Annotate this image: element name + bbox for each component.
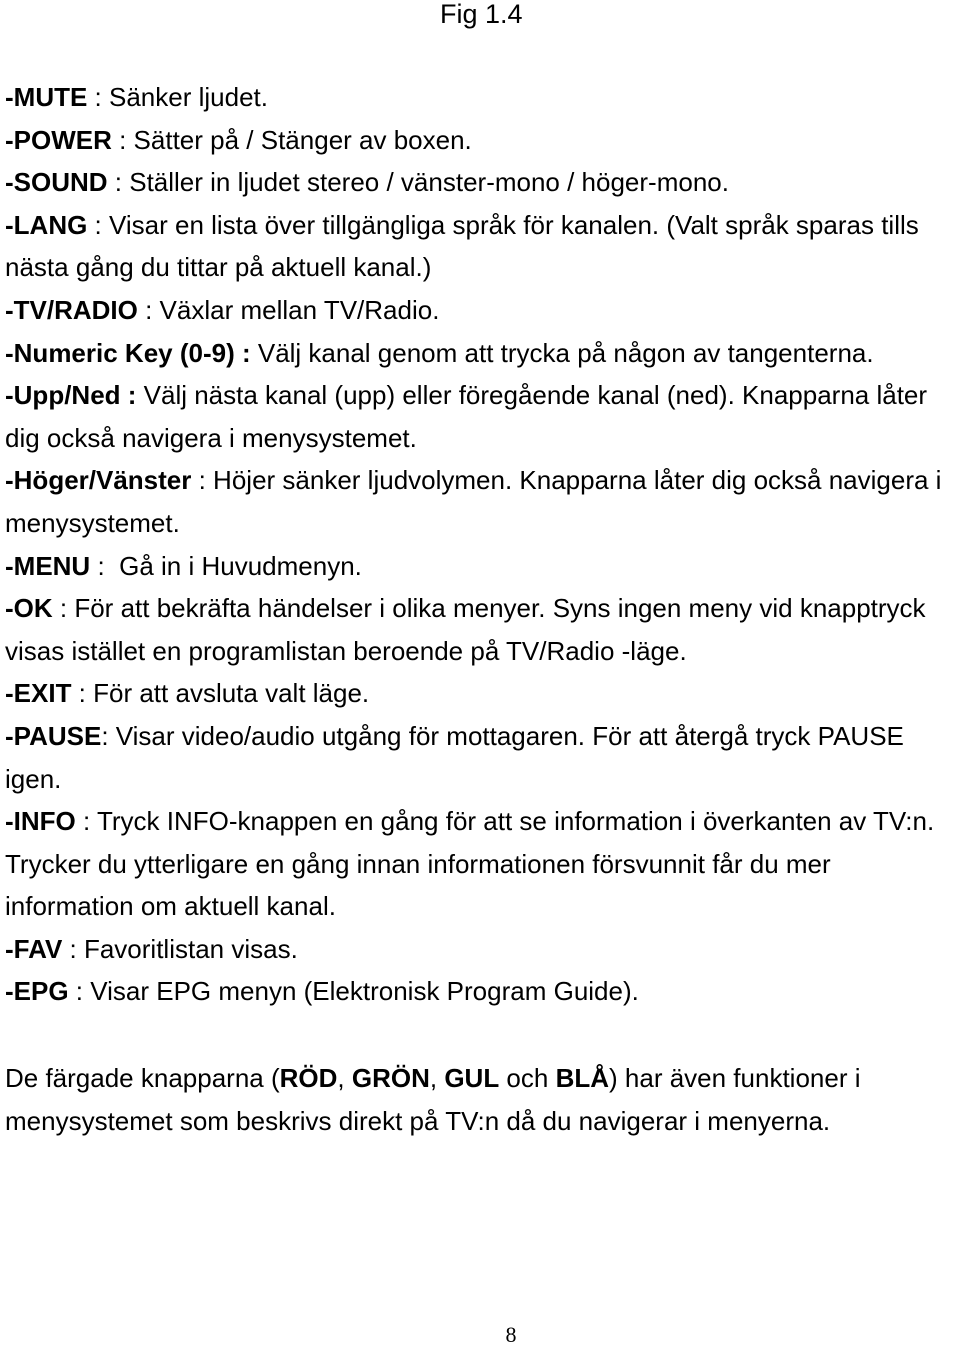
entry-key: -EXIT: [5, 678, 72, 709]
entry-mute: [5, 76, 957, 119]
entry-text: : Växlar mellan TV/Radio.: [137, 294, 440, 325]
entry-text: : Favoritlistan visas.: [62, 933, 298, 964]
entry-ok: [5, 587, 957, 672]
color-green-label: GRÖN: [351, 1063, 430, 1093]
colored-buttons-paragraph: [5, 1057, 957, 1142]
entry-key: -EPG: [5, 976, 69, 1007]
entry-text: : För att bekräfta händelser i olika menyer. Syns ingen meny vid knapptryck visas istället en programlistan beroende på TV/Radio -läge.: [5, 593, 926, 666]
color-red-label: RÖD: [279, 1063, 338, 1093]
entry-fav: [5, 928, 957, 971]
entry-text: : Sänker ljudet.: [87, 82, 268, 112]
entry-sound: [5, 161, 957, 204]
entry-key: -MUTE: [5, 82, 88, 112]
entry-key: -SOUND: [5, 167, 108, 198]
entry-text: : Visar video/audio utgång för mottagaren. För att återgå tryck PAUSE igen.: [5, 720, 904, 794]
entry-pause: [5, 715, 957, 800]
figure-label: Fig 1.4: [440, 0, 523, 29]
entry-text: : Gå in i Huvudmenyn.: [90, 550, 362, 581]
entry-key: -INFO: [5, 806, 76, 837]
entry-numeric-key: [5, 332, 957, 375]
entry-text: : Visar EPG menyn (Elektronisk Program Guide).: [68, 976, 639, 1007]
color-yellow-label: GUL: [444, 1063, 500, 1093]
entry-key: -OK: [5, 593, 53, 624]
entry-key: -FAV: [5, 933, 63, 964]
entry-text: : Visar en lista över tillgängliga språk för kanalen. (Valt språk sparas tills nästa gång du tittar på aktuell kanal.): [5, 209, 919, 283]
entry-text: Välj kanal genom att trycka på någon av tangenterna.: [250, 337, 874, 368]
page-number: 8: [505, 1322, 517, 1347]
entry-key: -TV/RADIO: [5, 294, 138, 325]
closing-text: ) har även funktioner i menysystemet som beskrivs direkt på TV:n då du navigerar i menyerna.: [5, 1063, 861, 1136]
entry-upp-ned: [5, 374, 957, 459]
entry-key: -Höger/Vänster: [5, 465, 192, 496]
entry-key: -POWER: [5, 124, 112, 155]
entry-info: [5, 800, 957, 928]
entry-menu: [5, 545, 957, 588]
entry-hoger-vanster: [5, 459, 957, 544]
closing-text: De färgade knapparna (: [5, 1063, 280, 1093]
entry-text: : Tryck INFO-knappen en gång för att se information i överkanten av TV:n. Trycker du ytterligare en gång innan informationen försvunnit får du mer information om aktuell kanal.: [5, 806, 935, 922]
entry-text: : Ställer in ljudet stereo / vänster-mono / höger-mono.: [107, 167, 729, 198]
closing-separator: ,: [337, 1063, 352, 1093]
entry-text: Välj nästa kanal (upp) eller föregående kanal (ned). Knapparna låter dig också navigera i menysystemet.: [5, 380, 928, 453]
entry-key: -PAUSE: [5, 720, 102, 751]
entry-text: : Höjer sänker ljudvolymen. Knapparna låter dig också navigera i menysystemet.: [5, 465, 942, 538]
entry-exit: [5, 672, 957, 715]
entry-text: : Sätter på / Stänger av boxen.: [111, 124, 472, 155]
entry-power: [5, 119, 957, 162]
entry-tv-radio: [5, 289, 957, 332]
entry-text: : För att avsluta valt läge.: [71, 678, 370, 709]
color-blue-label: BLÅ: [555, 1063, 610, 1093]
entry-key: -MENU: [5, 550, 91, 581]
entry-key: -Upp/Ned :: [5, 380, 137, 411]
entry-epg: [5, 970, 957, 1013]
closing-text: och: [499, 1063, 556, 1093]
remote-key-list: [5, 76, 957, 1013]
entry-key: -Numeric Key (0-9) :: [5, 337, 251, 368]
entry-lang: [5, 204, 957, 289]
entry-key: -LANG: [5, 209, 88, 240]
closing-separator: ,: [429, 1063, 445, 1093]
